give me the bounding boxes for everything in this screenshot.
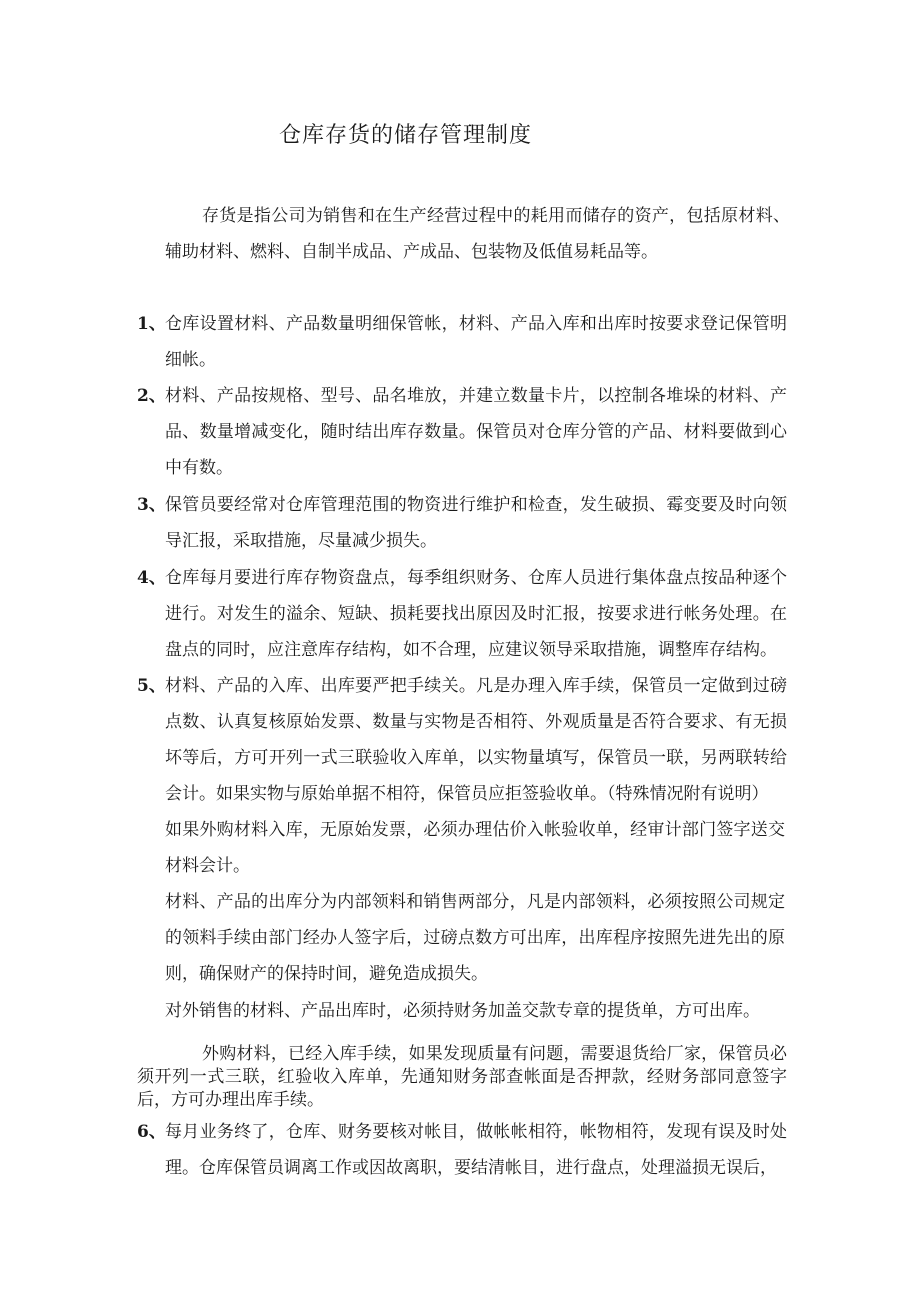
list-item-1 [137,306,787,378]
item5-paragraph-outbound: 材料、产品的出库分为内部领料和销售两部分，凡是内部领料，必须按照公司规定的领料手续由部门经办人签字后，过磅点数方可出库，出库程序按照先进先出的原则，确保财产的保持时间，避免造成损失。 [165,892,785,984]
item-number: 2、 [137,386,166,406]
item-number: 5、 [137,676,166,696]
document-title: 仓库存货的储存管理制度 [279,123,533,148]
item5-paragraph-sales: 对外销售的材料、产品出库时，必须持财务加盖交款专章的提货单，方可出库。 [165,1001,760,1021]
list-item-6 [137,1114,787,1186]
list-item-2 [137,378,787,486]
item-text: 材料、产品的入库、出库要严把手续关。凡是办理入库手续，保管员一定做到过磅点数、认真复核原始发票、数量与实物是否相符、外观质量是否符合要求、有无损坏等后，方可开列一式三联验收入库单，以实物量填写，保管员一联，另两联转给会计。如果实物与原始单据不相符，保管员应拒签验收单。（特殊情况附有说明） [165,676,787,804]
item-number: 6、 [137,1122,166,1142]
item-text: 保管员要经常对仓库管理范围的物资进行维护和检查，发生破损、霉变要及时向领导汇报，采取措施，尽量减少损失。 [165,495,787,551]
list-item-4 [137,560,787,668]
item-text: 每月业务终了，仓库、财务要核对帐目，做帐帐相符，帐物相符，发现有误及时处理。仓库保管员调离工作或因故离职，要结清帐目，进行盘点，处理溢损无误后， [165,1122,787,1178]
item-text: 仓库每月要进行库存物资盘点，每季组织财务、仓库人员进行集体盘点按品种逐个进行。对发生的溢余、短缺、损耗要找出原因及时汇报，按要求进行帐务处理。在盘点的同时，应注意库存结构，如不合理，应建议领导采取措施，调整库存结构。 [165,568,787,660]
item-number: 3、 [137,495,166,515]
item-text: 材料、产品按规格、型号、品名堆放，并建立数量卡片，以控制各堆垛的材料、产品、数量增减变化，随时结出库存数量。保管员对仓库分管的产品、材料要做到心中有数。 [165,386,787,478]
list-item-5 [137,668,787,812]
list-item-3 [137,487,787,559]
item-text: 仓库设置材料、产品数量明细保管帐，材料、产品入库和出库时按要求登记保管明细帐。 [165,314,787,370]
item5-paragraph-purchase: 如果外购材料入库，无原始发票，必须办理估价入帐验收单，经审计部门签字送交材料会计。 [165,820,785,876]
item-number: 4、 [137,568,166,588]
intro-paragraph: 存货是指公司为销售和在生产经营过程中的耗用而储存的资产，包括原材料、辅助材料、燃料、自制半成品、产成品、包装物及低值易耗品等。 [165,206,790,262]
return-goods-paragraph: 外购材料，已经入库手续，如果发现质量有问题，需要退货给厂家，保管员必须开列一式三联，红验收入库单，先通知财务部查帐面是否押款，经财务部同意签字后，方可办理出库手续。 [137,1044,787,1110]
item-number: 1、 [137,314,166,334]
